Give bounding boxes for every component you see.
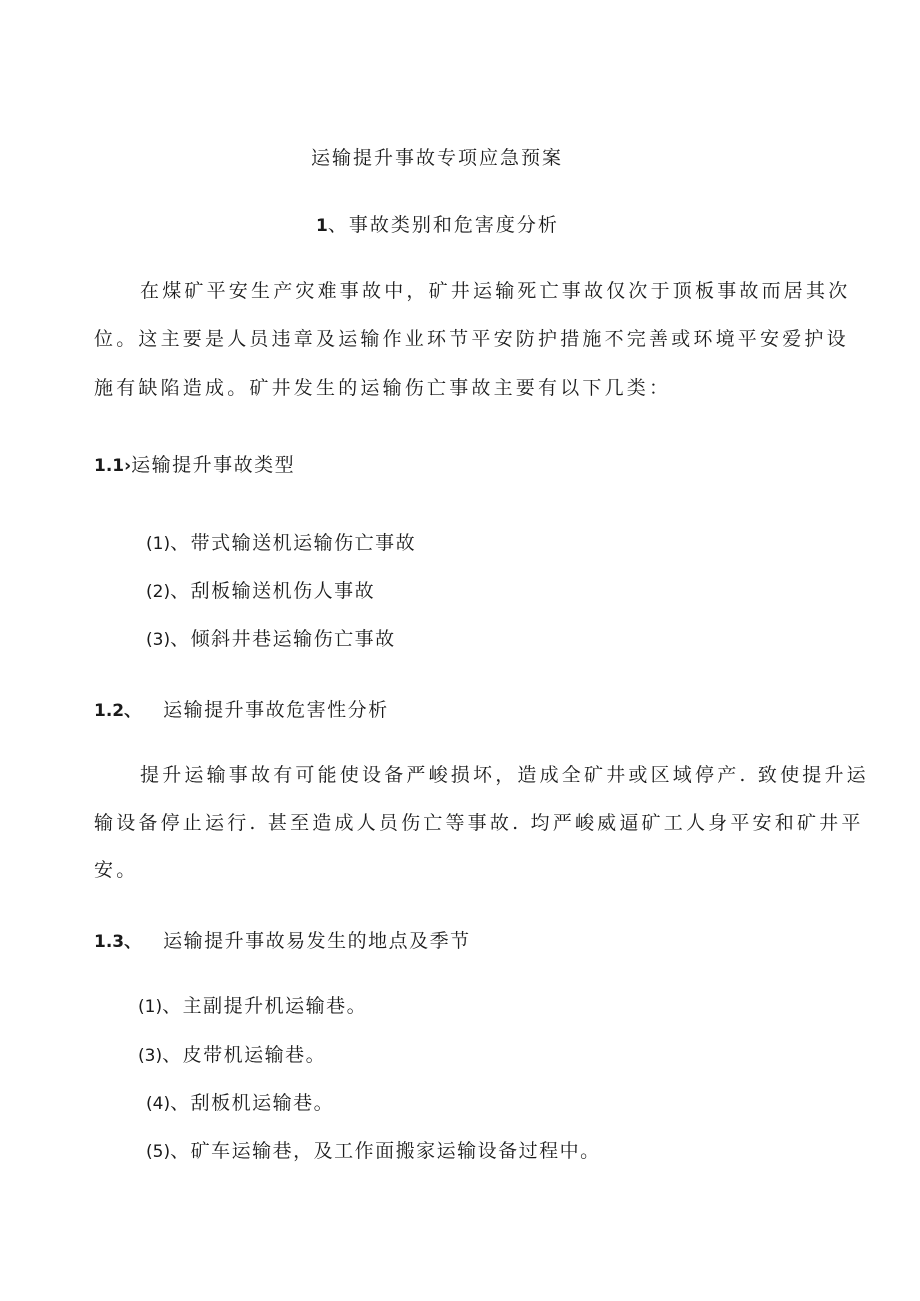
section-1-1-separator: ›	[124, 456, 132, 476]
list-item-number: (1)	[138, 997, 163, 1017]
list-item	[146, 1138, 601, 1165]
section-1-intro-line-3: 施有缺陷造成。矿井发生的运输伤亡事故主要有以下几类：	[94, 377, 672, 399]
section-1-3-number: 1.3	[94, 932, 125, 952]
list-item	[146, 578, 375, 605]
document-title: 运输提升事故专项应急预案	[311, 147, 564, 169]
list-item-text: 、带式输送机运输伤亡事故	[170, 532, 417, 554]
section-1-2-number: 1.2	[94, 701, 125, 721]
list-item-number: (2)	[146, 582, 171, 602]
list-item-number: (3)	[138, 1046, 163, 1066]
list-item-number: (4)	[146, 1094, 171, 1114]
list-item	[138, 993, 367, 1020]
list-item-number: (5)	[146, 1142, 171, 1162]
list-item	[138, 1042, 326, 1069]
section-1-1-title: 运输提升事故类型	[131, 454, 296, 476]
section-1-number: 1	[316, 216, 328, 236]
section-1-2-line-3: 安。	[94, 859, 139, 881]
list-item-text: 、倾斜井巷运输伤亡事故	[170, 628, 396, 650]
section-1-heading	[316, 212, 559, 239]
section-1-2-line-1: 提升运输事故有可能使设备严峻损坏，造成全矿井或区域停产. 致使提升运	[140, 764, 869, 786]
list-item	[146, 626, 396, 653]
section-1-1-heading	[94, 452, 295, 479]
section-1-3-heading	[94, 928, 471, 955]
list-item	[146, 530, 416, 557]
section-1-2-line-2: 输设备停止运行. 甚至造成人员伤亡等事故. 均严峻威逼矿工人身平安和矿井平	[94, 812, 864, 834]
section-1-intro-line-2: 位。这主要是人员违章及运输作业环节平安防护措施不完善或环境平安爱护设	[94, 328, 849, 350]
list-item-number: (3)	[146, 630, 171, 650]
list-item-text: 、刮板机运输巷。	[170, 1092, 335, 1114]
section-1-2-title: 运输提升事故危害性分析	[163, 699, 389, 721]
list-item	[146, 1090, 334, 1117]
section-1-1-number: 1.1	[94, 456, 125, 476]
section-1-3-title: 运输提升事故易发生的地点及季节	[163, 930, 471, 952]
list-item-text: 、矿车运输巷，及工作面搬家运输设备过程中。	[170, 1140, 601, 1162]
list-item-number: (1)	[146, 534, 171, 554]
section-1-intro-line-1: 在煤矿平安生产灾难事故中，矿井运输死亡事故仅次于顶板事故而居其次	[140, 280, 851, 302]
list-item-text: 、主副提升机运输巷。	[162, 995, 368, 1017]
section-1-2-separator: 、	[124, 701, 142, 721]
list-item-text: 、刮板输送机伤人事故	[170, 580, 376, 602]
section-1-2-heading	[94, 697, 389, 724]
section-1-3-separator: 、	[124, 932, 142, 952]
list-item-text: 、皮带机运输巷。	[162, 1044, 327, 1066]
section-1-title: 、事故类别和危害度分析	[327, 214, 559, 236]
